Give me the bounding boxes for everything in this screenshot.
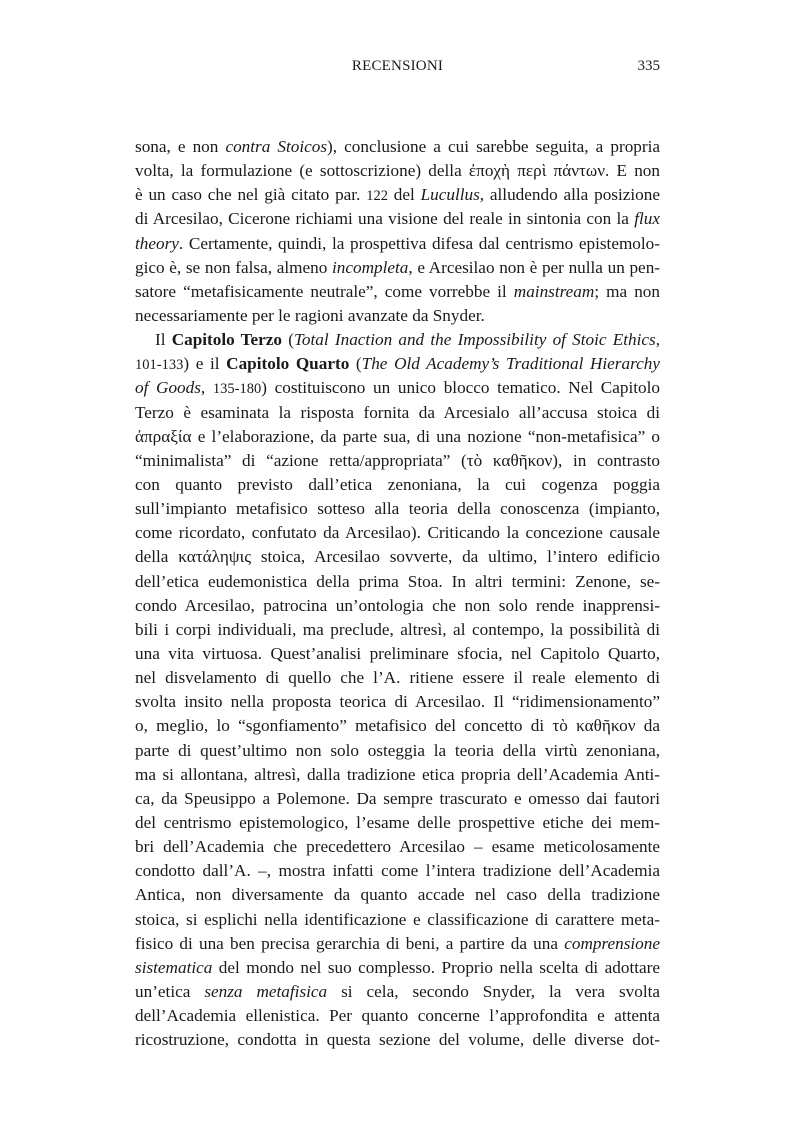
text-line <box>135 714 660 738</box>
text-line <box>135 739 660 763</box>
text-span: , <box>200 378 213 398</box>
text-span: si cela, secondo Snyder, la vera svolta <box>327 981 660 1001</box>
text-line <box>135 690 660 714</box>
text-line <box>135 908 660 932</box>
italic-span: mainstream <box>513 281 595 301</box>
text-line <box>135 352 660 376</box>
text-line <box>135 159 660 183</box>
text-span: stoica, si esplichi nella identificazione e classificazione di carattere meta- <box>135 909 660 929</box>
text-line <box>135 666 660 690</box>
text-span: come ricordato, confutato da Arcesilao). Criticando la concezione causale <box>135 523 660 543</box>
page-number: 335 <box>637 58 660 74</box>
body-text <box>135 135 660 1052</box>
text-span: ) e il <box>183 354 227 374</box>
text-span: bri dell’Academia che precedettero Arcesilao – esame meticolosamente <box>135 837 660 857</box>
text-line <box>135 811 660 835</box>
text-span: ( <box>282 330 294 350</box>
text-line <box>135 183 660 207</box>
text-line <box>135 570 660 594</box>
text-line <box>135 135 660 159</box>
text-line <box>135 328 660 352</box>
numeral-span: 135-180 <box>212 381 262 398</box>
text-line <box>135 401 660 425</box>
text-line <box>135 980 660 1004</box>
text-line <box>135 642 660 666</box>
text-span: svolta insito nella proposta teorica di Arcesilao. Il “ridimensionamento” <box>135 692 660 712</box>
text-span: è un caso che nel già citato par. <box>135 185 367 205</box>
text-span: gico è, se non falsa, almeno <box>135 257 332 277</box>
text-line <box>135 376 660 400</box>
italic-span: flux <box>634 209 660 229</box>
text-span: del <box>387 185 421 205</box>
text-line <box>135 1028 660 1052</box>
text-line <box>135 787 660 811</box>
text-span: , e Arcesilao non è per nulla un pen- <box>408 257 661 277</box>
italic-span: of Goods <box>135 378 201 398</box>
text-line <box>135 545 660 569</box>
italic-span: theory <box>135 233 179 253</box>
text-line <box>135 859 660 883</box>
italic-span: sistematica <box>135 957 213 977</box>
text-line <box>135 473 660 497</box>
text-span: ἀπραξία e l’elaborazione, da parte sua, di una nozione “non-metafisica” o <box>135 426 660 446</box>
text-span: una vita virtuosa. Quest’analisi preliminare sfocia, nel Capitolo Quarto, <box>135 643 660 663</box>
text-line <box>135 618 660 642</box>
text-span: dell’Academia ellenistica. Per quanto concerne l’approfondita e attenta <box>135 1006 660 1026</box>
text-span: bili i corpi individuali, ma preclude, altresì, al contempo, la possibilità di <box>135 619 660 639</box>
text-line <box>135 207 660 231</box>
text-line <box>135 932 660 956</box>
text-span: “minimalista” di “azione retta/appropriata” (τὸ καθῆκον), in contrasto <box>135 450 660 470</box>
text-span: del mondo nel suo complesso. Proprio nella scelta di adottare <box>212 957 660 977</box>
text-line <box>135 956 660 980</box>
text-line <box>135 280 660 304</box>
text-span: del centrismo epistemologico, l’esame delle prospettive etiche dei mem- <box>135 812 660 832</box>
text-span: nel disvelamento di quello che l’A. ritiene essere il reale elemento di <box>135 668 660 688</box>
text-span: ( <box>349 354 362 374</box>
text-span: ricostruzione, condotta in questa sezione del volume, delle diverse dot- <box>135 1030 660 1050</box>
running-title: RECENSIONI <box>351 58 444 74</box>
text-span: parte di quest’ultimo non solo osteggia la teoria della virtù zenoniana, <box>135 740 660 760</box>
text-span: fisico di una ben precisa gerarchia di beni, a partire da una <box>135 933 565 953</box>
text-line <box>135 835 660 859</box>
italic-span: incompleta <box>331 257 409 277</box>
text-span: o, meglio, lo “sgonfiamento” metafisico del concetto di τὸ καθῆκον da <box>135 716 660 736</box>
text-line <box>135 883 660 907</box>
text-span: Il <box>155 330 172 350</box>
text-span: sona, e non <box>135 137 226 156</box>
text-span: condotto dall’A. –, mostra infatti come l’intera tradizione dell’Academia <box>135 861 660 881</box>
text-span: ca, da Speusippo a Polemone. Da sempre trascurato e omesso dai fautori <box>135 788 660 808</box>
bold-span: Capitolo Quarto <box>226 354 350 374</box>
text-span: condo Arcesilao, patrocina un’ontologia che non solo rende inapprensi- <box>135 595 660 615</box>
text-span: con quanto previsto dall’etica zenoniana, la cui cogenza poggia <box>135 474 660 494</box>
text-span: ma si allontana, altresì, dalla tradizione etica propria dell’Academia Anti- <box>135 764 660 784</box>
text-span: Terzo è esaminata la risposta fornita da Arcesialo all’accusa stoica di <box>135 402 660 422</box>
text-line <box>135 1004 660 1028</box>
text-span: Antica, non diversamente da quanto accade nel caso della tradizione <box>135 885 660 905</box>
running-head <box>135 58 660 78</box>
text-line <box>135 304 660 328</box>
text-span: un’etica <box>135 981 205 1001</box>
text-span: di Arcesilao, Cicerone richiami una visione del reale in sintonia con la <box>135 209 635 229</box>
italic-span: The Old Academy’s Traditional Hierarchy <box>361 354 660 374</box>
text-line <box>135 232 660 256</box>
text-span: della κατάληψις stoica, Arcesilao sovverte, da ultimo, l’intero edificio <box>135 547 660 567</box>
numeral-span: 122 <box>366 188 388 205</box>
text-span: ) costituiscono un unico blocco tematico. Nel Capitolo <box>261 378 660 398</box>
text-span: ; ma non <box>594 281 660 301</box>
text-span: satore “metafisicamente neutrale”, come vorrebbe il <box>135 281 514 301</box>
italic-span: senza metafisica <box>204 981 328 1001</box>
text-line <box>135 594 660 618</box>
text-line <box>135 763 660 787</box>
text-span: . Certamente, quindi, la prospettiva difesa dal centrismo epistemolo- <box>178 233 660 253</box>
text-span: volta, la formulazione (e sottoscrizione) della ἐποχὴ περὶ πάντων. E non <box>135 161 660 181</box>
text-line <box>135 521 660 545</box>
text-span: , alludendo alla posizione <box>479 185 660 205</box>
text-span: dell’etica eudemonistica della prima Stoa. In altri termini: Zenone, se- <box>135 571 660 591</box>
text-line <box>135 425 660 449</box>
italic-span: Lucullus <box>420 185 480 205</box>
italic-span: Total Inaction and the Impossibility of Stoic Ethics <box>293 330 656 350</box>
italic-span: comprensione <box>564 933 660 953</box>
text-line <box>135 449 660 473</box>
text-line <box>135 256 660 280</box>
text-span: sull’impianto metafisico sotteso alla teoria della conoscenza (impianto, <box>135 499 660 519</box>
text-span: necessariamente per le ragioni avanzate da Snyder. <box>135 305 485 325</box>
text-span: , <box>655 330 660 350</box>
numeral-span: 101-133 <box>135 357 184 374</box>
text-line <box>135 497 660 521</box>
italic-span: contra Stoicos <box>225 137 328 156</box>
text-span: ), conclusione a cui sarebbe seguita, a propria <box>327 137 661 156</box>
bold-span: Capitolo Terzo <box>171 330 283 350</box>
